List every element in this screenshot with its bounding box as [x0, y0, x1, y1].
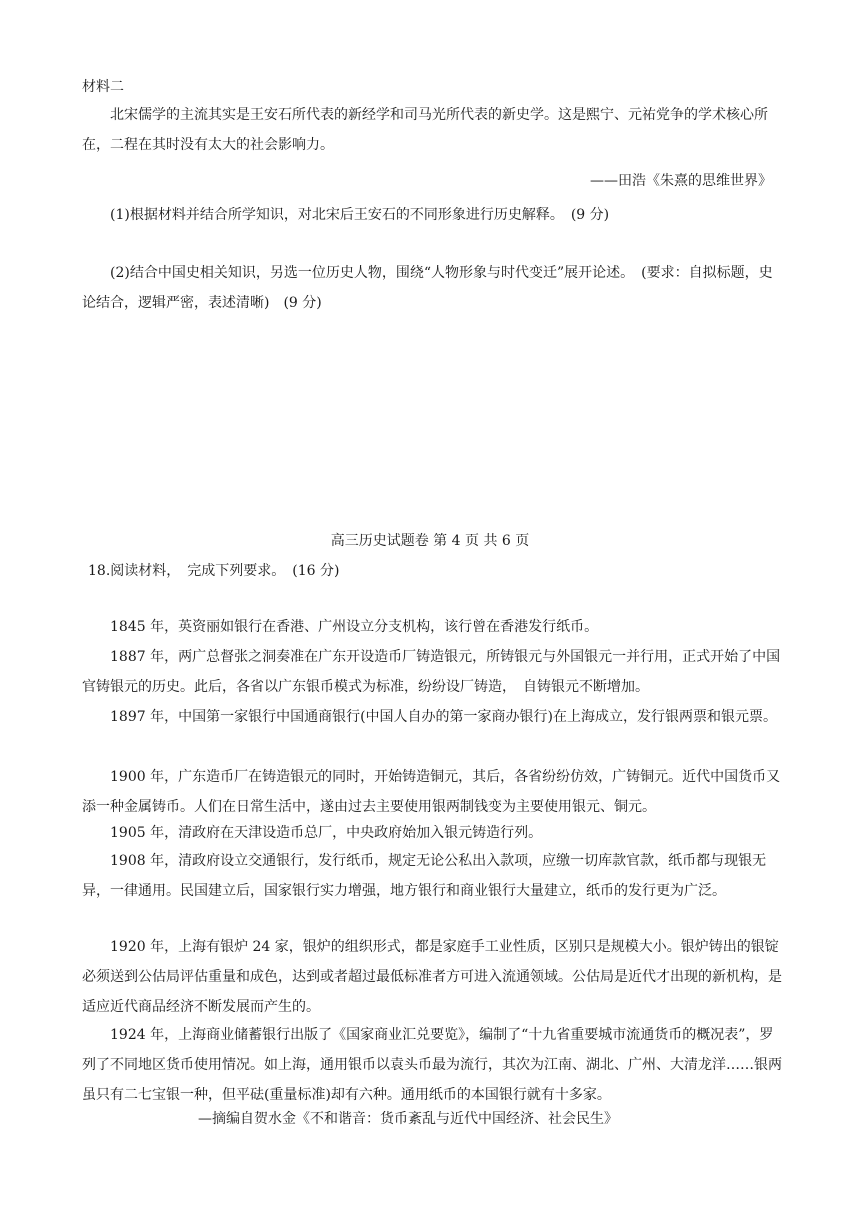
question-18-title: 18.阅读材料， 完成下列要求。 (16 分)	[88, 563, 340, 579]
question-2: (2)结合中国史相关知识，另选一位历史人物，围绕“人物形象与时代变迁”展开论述。 (要求：自拟标题，史论结合，逻辑严密，表述清晰) (9 分)	[82, 265, 773, 311]
material-heading: 材料二	[82, 79, 124, 95]
material-source: ——田浩《朱熹的思维世界》	[590, 173, 772, 189]
material-body: 北宋儒学的主流其实是王安石所代表的新经学和司马光所代表的新史学。这是熙宁、元祐党争的学术核心所在，二程在其时没有太大的社会影响力。	[82, 107, 768, 153]
q18-source: —摘编自贺水金《不和谐音：货币紊乱与近代中国经济、社会民生》	[198, 1111, 618, 1127]
paragraph: 1900 年，广东造币厂在铸造银元的同时，开始铸造铜元，其后，各省纷纷仿效，广铸铜元。近代中国货币又添一种金属铸币。人们在日常生活中，遂由过去主要使用银两制钱变为主要使用银元、铜元。	[82, 769, 781, 815]
paragraph: 1920 年，上海有银炉 24 家，银炉的组织形式，都是家庭手工业性质，区别只是规模大小。银炉铸出的银锭必须送到公估局评估重量和成色，达到或者超过最低标准者方可进入流通领域。公估局是近代才出现的新机构，是适应近代商品经济不断发展而产生的。	[82, 939, 782, 1015]
paragraph: 1905 年，清政府在天津设造币总厂，中央政府始加入银元铸造行列。	[110, 825, 543, 841]
paragraph: 1845 年，英资丽如银行在香港、广州设立分支机构，该行曾在香港发行纸币。	[110, 619, 599, 635]
page-footer: 高三历史试题卷 第 4 页 共 6 页	[330, 533, 530, 549]
paragraph: 1924 年，上海商业储蓄银行出版了《国家商业汇兑要览》，编制了“十九省重要城市流通货币的概况表”，罗列了不同地区货币使用情况。如上海，通用银币以袁头币最为流行，其次为江南、湖北、广州、大清龙洋……银两虽只有二七宝银一种，但平砝(重量标准)却有六种。通用纸币的本国银行就有十多家。	[82, 1027, 782, 1103]
question-1: (1)根据材料并结合所学知识，对北宋后王安石的不同形象进行历史解释。 (9 分)	[110, 207, 610, 223]
paragraph: 1897 年，中国第一家银行中国通商银行(中国人自办的第一家商办银行)在上海成立，发行银两票和银元票。	[110, 709, 778, 725]
paragraph: 1908 年，清政府设立交通银行，发行纸币，规定无论公私出入款项，应缴一切库款官款，纸币都与现银无异，一律通用。民国建立后，国家银行实力增强，地方银行和商业银行大量建立，纸币的发行更为广泛。	[82, 853, 767, 899]
paragraph: 1887 年，两广总督张之洞奏准在广东开设造币厂铸造银元，所铸银元与外国银元一并行用，正式开始了中国官铸银元的历史。此后，各省以广东银币模式为标准，纷纷设厂铸造， 自铸银元不断增加。	[82, 649, 781, 695]
